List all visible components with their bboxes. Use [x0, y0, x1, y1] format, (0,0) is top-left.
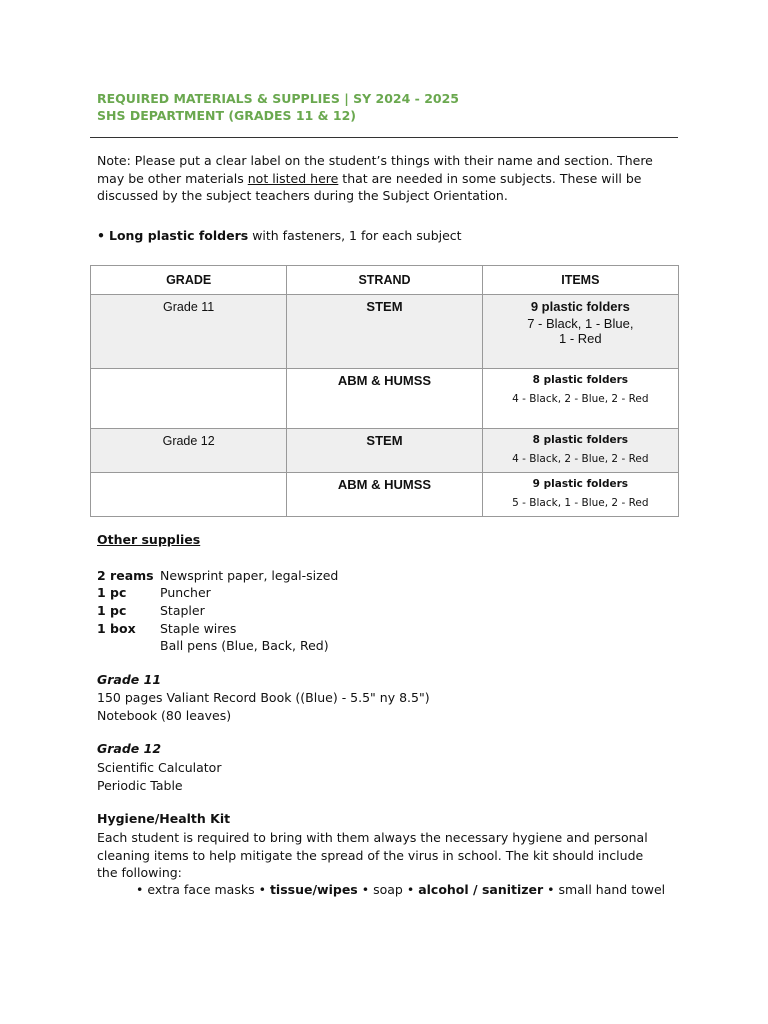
items-detail: 7 - Black, 1 - Blue, 1 - Red: [527, 316, 634, 346]
header-items: ITEMS: [482, 266, 678, 295]
grade12-item: Periodic Table: [97, 778, 183, 793]
supply-name: Puncher: [160, 585, 211, 600]
supply-item: [97, 620, 236, 638]
supply-name: Staple wires: [160, 621, 237, 636]
row-items: [482, 369, 678, 429]
supply-qty: 2 reams: [97, 568, 154, 583]
row-strand: STEM: [287, 295, 482, 369]
header-divider: [90, 137, 678, 138]
row-grade: [91, 369, 287, 429]
items-detail: 5 - Black, 1 - Blue, 2 - Red: [512, 497, 649, 509]
supply-name: Stapler: [160, 603, 205, 618]
table-header-row: [91, 266, 679, 295]
header-grade: GRADE: [91, 266, 287, 295]
grade11-item: 150 pages Valiant Record Book ((Blue) - 5.5" ny 8.5"): [97, 690, 430, 705]
grade12-title: Grade 12: [97, 741, 162, 756]
kit-item: extra face masks: [147, 882, 255, 897]
hygiene-title: Hygiene/Health Kit: [97, 811, 231, 826]
kit-item: small hand towel: [558, 882, 666, 897]
hygiene-kit-list: [136, 881, 665, 898]
note-text-start: Note: Please put a clear label on the student’s things with their name and section. There may be other materials: [97, 153, 653, 186]
bullet-icon: •: [361, 882, 370, 897]
row-grade: [91, 473, 287, 517]
table-row: [91, 295, 679, 369]
table-row: [91, 369, 679, 429]
header-strand: STRAND: [287, 266, 482, 295]
document-title: REQUIRED MATERIALS & SUPPLIES | SY 2024 - 2025: [97, 91, 459, 106]
items-title: 8 plastic folders: [532, 374, 629, 386]
row-strand: ABM & HUMSS: [287, 369, 482, 429]
folders-label: Long plastic folders: [108, 228, 249, 243]
supply-qty: 1 box: [97, 621, 136, 636]
supply-item: [97, 567, 338, 585]
items-title: 9 plastic folders: [532, 478, 629, 490]
supply-qty: 1 pc: [97, 603, 127, 618]
bullet-icon: •: [258, 882, 266, 897]
table-row: [91, 429, 679, 473]
kit-item: tissue/wipes: [269, 882, 358, 897]
note-paragraph: [97, 152, 677, 205]
supply-name: Newsprint paper, legal-sized: [160, 568, 339, 583]
supply-item: [97, 584, 211, 602]
hygiene-description: Each student is required to bring with them always the necessary hygiene and personal cleaning items to help mitigate the spread of the virus in school. The kit should include the following:: [97, 830, 648, 880]
bullet-icon: •: [547, 882, 555, 897]
bullet-icon: •: [406, 882, 415, 897]
grade12-item: Scientific Calculator: [97, 760, 222, 775]
folders-table: [90, 265, 679, 517]
items-title: 9 plastic folders: [530, 299, 630, 314]
row-grade: Grade 11: [91, 295, 287, 369]
supply-item: [97, 602, 205, 620]
supply-item: [97, 637, 329, 655]
kit-item: alcohol / sanitizer: [418, 882, 544, 897]
row-items: [482, 473, 678, 517]
table-row: [91, 473, 679, 517]
other-supplies-title: Other supplies: [97, 532, 201, 547]
note-text-end: that are needed in some subjects. These will be discussed by the subject teachers during the Subject Orientation.: [97, 170, 642, 203]
row-items: [482, 429, 678, 473]
supply-name: Ball pens (Blue, Back, Red): [160, 638, 329, 653]
bullet-icon: •: [97, 228, 105, 243]
grade11-item: Notebook (80 leaves): [97, 708, 232, 723]
row-items: [482, 295, 678, 369]
row-grade: Grade 12: [91, 429, 287, 473]
folders-description: with fasteners, 1 for each subject: [248, 228, 462, 243]
items-detail: 4 - Black, 2 - Blue, 2 - Red: [512, 453, 649, 465]
document-subtitle: SHS DEPARTMENT (GRADES 11 & 12): [97, 108, 356, 123]
items-title: 8 plastic folders: [532, 434, 629, 446]
grade11-title: Grade 11: [97, 672, 162, 687]
row-strand: ABM & HUMSS: [287, 473, 482, 517]
folders-requirement: [97, 227, 677, 245]
row-strand: STEM: [287, 429, 482, 473]
items-detail: 4 - Black, 2 - Blue, 2 - Red: [512, 393, 649, 405]
supply-qty: 1 pc: [97, 585, 127, 600]
bullet-icon: •: [136, 882, 144, 897]
kit-item: soap: [373, 882, 403, 897]
note-underlined-text: not listed here: [247, 170, 339, 186]
